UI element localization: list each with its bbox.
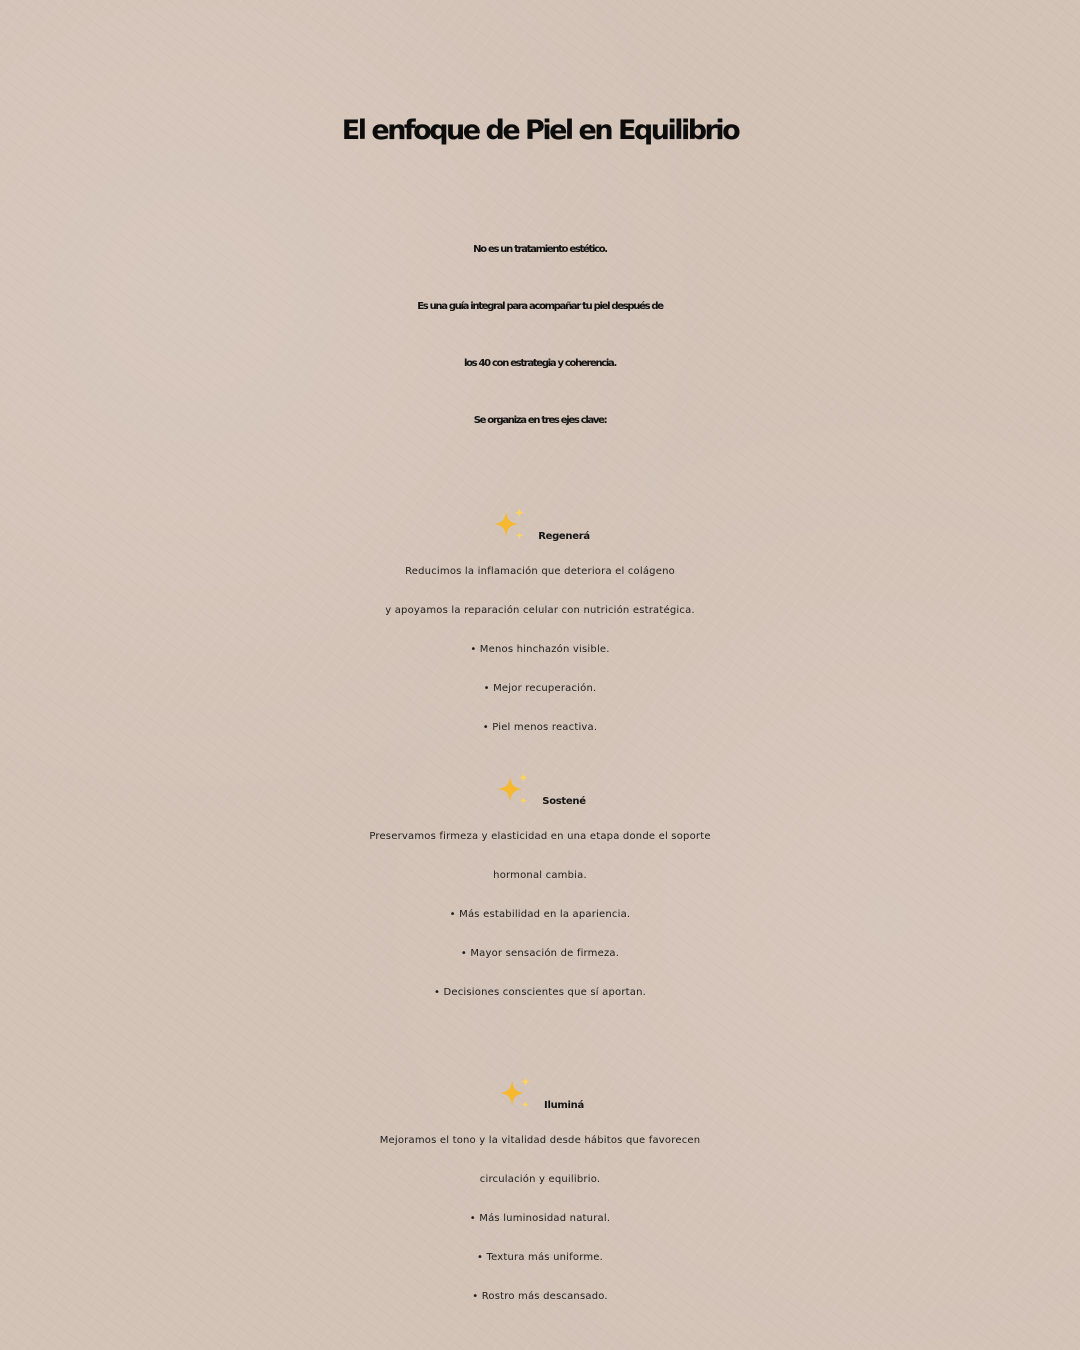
sparkles-icon — [490, 506, 528, 544]
section-heading — [0, 1075, 1080, 1128]
section-line: Mejoramos el tono y la vitalidad desde hábitos que favorecen — [379, 1135, 701, 1146]
bullet-item: • Rostro más descansado. — [472, 1291, 608, 1302]
bullet-item: • Mejor recuperación. — [483, 683, 597, 694]
bullet-item: • Mayor sensación de firmeza. — [460, 948, 620, 959]
sparkles-icon — [494, 771, 532, 809]
sparkles-icon — [496, 1075, 534, 1113]
section-heading-text: Iluminá — [544, 1100, 584, 1111]
section-line: circulación y equilibrio. — [479, 1174, 601, 1185]
section-line: hormonal cambia. — [493, 870, 587, 881]
section-heading-text: Regenerá — [538, 531, 590, 542]
section-heading-text: Sostené — [542, 796, 586, 807]
bullet-item: • Menos hinchazón visible. — [470, 644, 610, 655]
intro-line: Se organiza en tres ejes clave: — [473, 415, 607, 426]
bullet-item: • Decisiones conscientes que sí aportan. — [433, 987, 647, 998]
bullet-item: • Más luminosidad natural. — [469, 1213, 611, 1224]
intro-line: los 40 con estrategia y coherencia. — [463, 358, 617, 369]
bullet-item: • Textura más uniforme. — [476, 1252, 604, 1263]
intro-line: No es un tratamiento estético. — [473, 244, 607, 255]
section-heading — [0, 506, 1080, 559]
section-line: Preservamos firmeza y elasticidad en una etapa donde el soporte — [369, 831, 711, 842]
section-line: y apoyamos la reparación celular con nutrición estratégica. — [385, 605, 695, 616]
bullet-item: • Más estabilidad en la apariencia. — [449, 909, 631, 920]
intro-line: Es una guía integral para acompañar tu piel después de — [417, 301, 663, 312]
bullet-item: • Piel menos reactiva. — [482, 722, 598, 733]
section-line: Reducimos la inflamación que deteriora el colágeno — [405, 566, 675, 577]
section-heading — [0, 771, 1080, 824]
page-title: El enfoque de Piel en Equilibrio — [341, 115, 739, 146]
